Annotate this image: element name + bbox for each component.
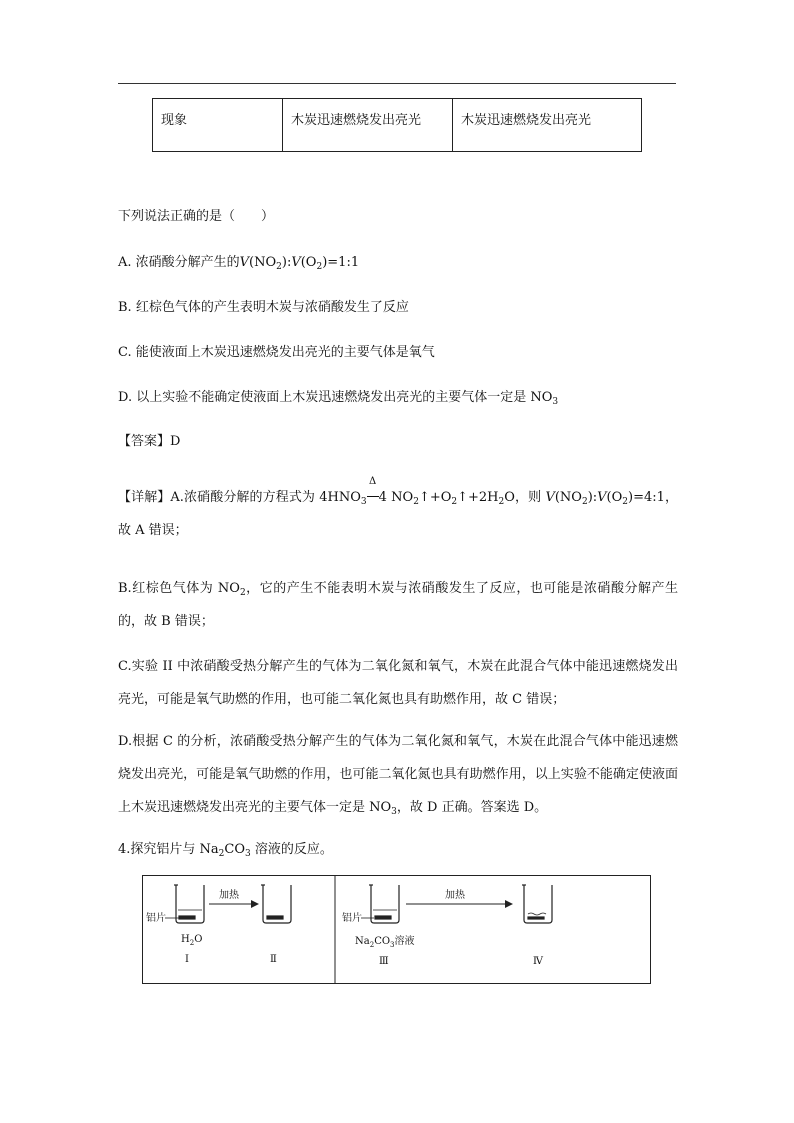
heat-label: 加热 <box>219 890 239 901</box>
option-d: D. 以上实验不能确定使液面上木炭迅速燃烧发出亮光的主要气体一定是 $NO_3$ <box>118 390 559 407</box>
option-a: A. 浓硝酸分解产生的$V(NO_2):V(O_2)=1:1$ <box>118 255 360 272</box>
explanation-b: B.红棕色气体为 $NO_2$，它的产生不能表明木炭与浓硝酸发生了反应，也可能是浓硝酸分解产生的，故 B 错误； <box>118 581 678 629</box>
observation-cell: 木炭迅速燃烧发出亮光 <box>453 99 642 152</box>
aluminum-label: 铝片 <box>146 913 166 924</box>
heat-label: 加热 <box>445 890 465 901</box>
observation-cell: 木炭迅速燃烧发出亮光 <box>283 99 453 152</box>
explanation-d: D.根据 C 的分析，浓硝酸受热分解产生的气体为二氧化氮和氧气，木炭在此混合气体中能迅速燃烧发出亮光，可能是氧气助燃的作用，也可能二氧化氮也具有助燃作用，以上实验不能确定使液面上木炭迅速燃烧发出亮光的主要气体一定是 $NO_3$，故 D 正确。答案选 D。 <box>118 734 678 817</box>
row-label-cell: 现象 <box>153 99 283 152</box>
label-ii: Ⅱ <box>270 954 277 965</box>
beaker-icon <box>522 885 552 923</box>
heating-condition: Δ <box>367 481 379 514</box>
option-c: C. 能使液面上木炭迅速燃烧发出亮光的主要气体是氧气 <box>118 345 435 360</box>
observation-table <box>152 98 642 152</box>
label-iv: Ⅳ <box>533 956 543 967</box>
label-i: Ⅰ <box>185 954 189 965</box>
beaker-icon <box>369 885 399 923</box>
arrow-icon <box>406 900 513 908</box>
answer-text: 【答案】D <box>118 434 181 449</box>
solution-label: $Na_2CO_3$溶液 <box>355 936 415 949</box>
question-4: 4.探究铝片与 $Na_2CO_3$ 溶液的反应。 <box>118 842 333 859</box>
explanation-c: C.实验 II 中浓硝酸受热分解产生的气体为二氧化氮和氧气，木炭在此混合气体中能迅速燃烧发出亮光，可能是氧气助燃的作用，也可能二氧化氮也具有助燃作用，故 C 错误； <box>118 659 678 707</box>
option-b: B. 红棕色气体的产生表明木炭与浓硝酸发生了反应 <box>118 300 409 315</box>
explanation-a: 【详解】A.浓硝酸分解的方程式为 $4HNO_3$ Δ 4 $NO_2↑+O_2↑+2H_2O$，则 $V(NO_2):V(O_2)=4:1$，故 A 错误； <box>118 476 679 538</box>
water-label: $H_2O$ <box>181 934 203 947</box>
question-text: 下列说法正确的是（ ） <box>118 209 275 224</box>
label-iii: Ⅲ <box>379 956 389 967</box>
aluminum-label: 铝片 <box>342 913 362 924</box>
arrow-icon <box>209 900 259 908</box>
experiment-figure <box>142 875 651 984</box>
header-rule <box>118 83 676 84</box>
table-row <box>153 99 642 152</box>
beaker-icon <box>174 885 204 923</box>
beaker-icon <box>261 885 291 923</box>
